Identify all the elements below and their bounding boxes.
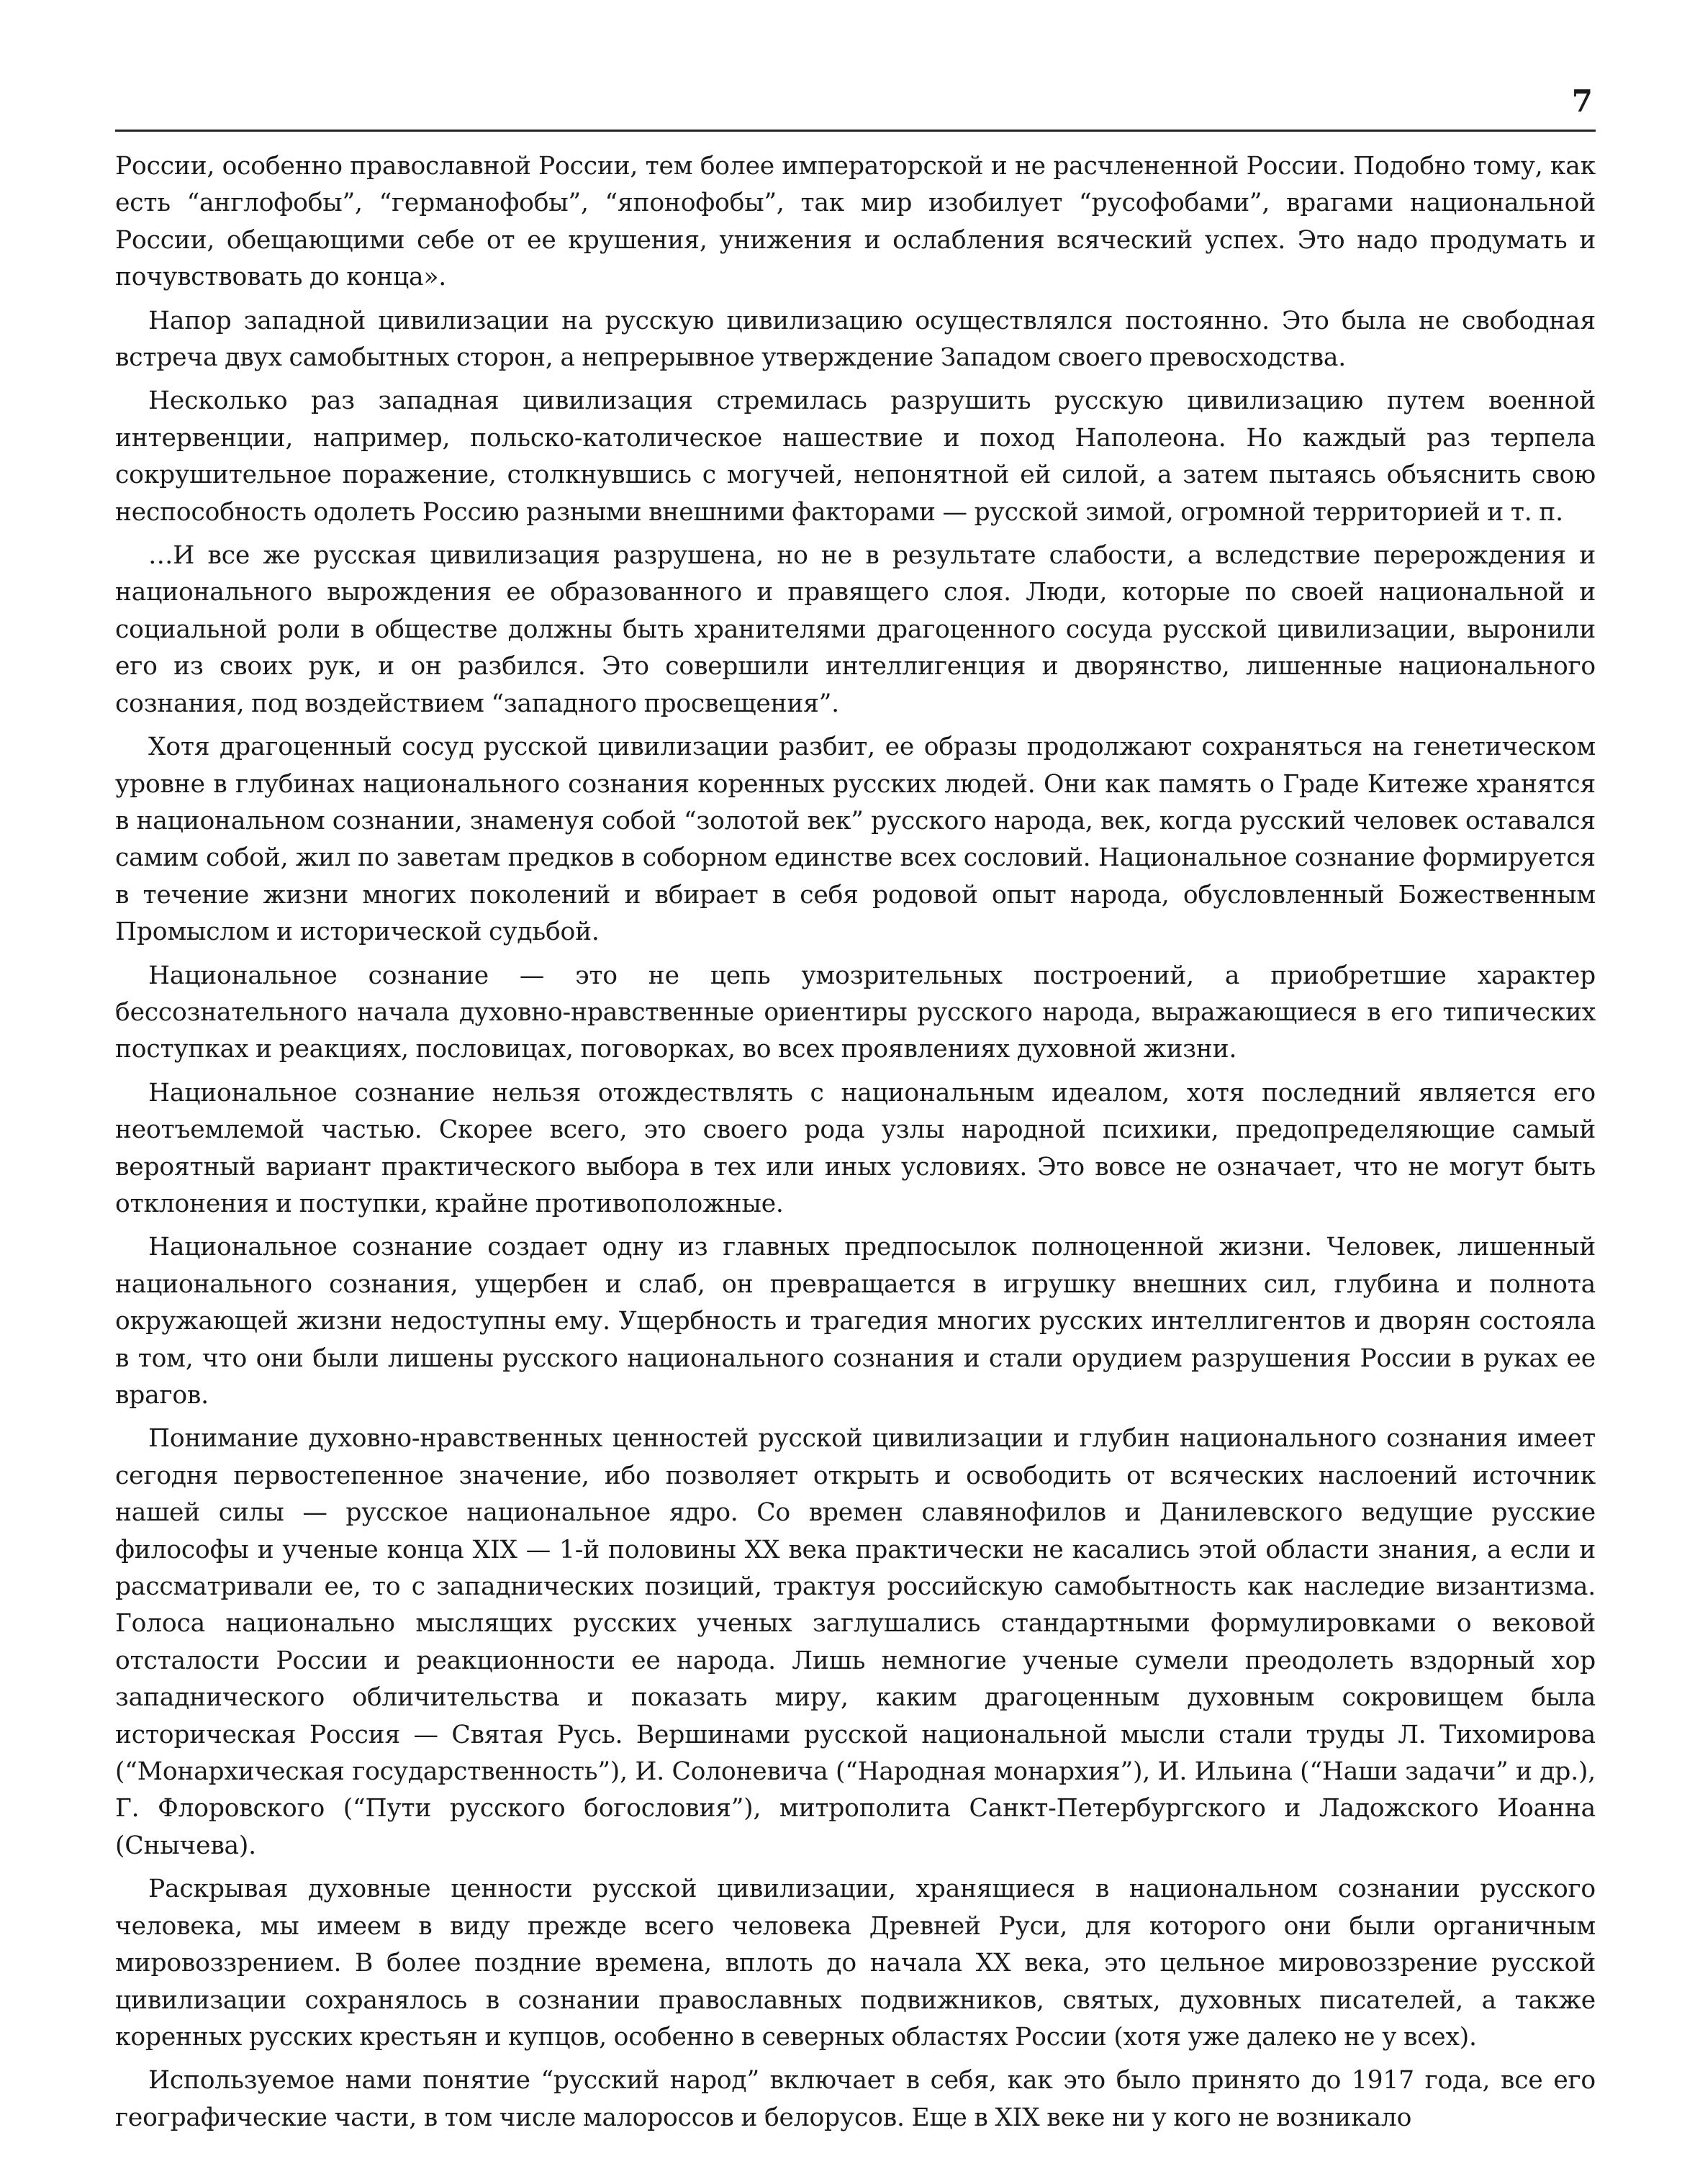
paragraph-7: Национальное сознание нельзя отождествлять с национальным идеалом, хотя последний является его неотъемлемой частью. Скорее всего, это своего рода узлы народной психики, предопределяющие самый вероятный вариант практического выбора в тех или иных условиях. Это вовсе не означает, что не могут быть отклонения и поступки, крайне противоположные. bbox=[115, 1078, 1596, 1218]
page-header bbox=[115, 79, 1596, 132]
paragraph-10: Раскрывая духовные ценности русской цивилизации, хранящиеся в национальном сознании русского человека, мы имеем в виду прежде всего человека Древней Руси, для которого они были органичным мировоззрением. В более поздние времена, вплоть до начала XX века, это цельное мировоззрение русской цивилизации сохранялось в сознании православных подвижников, святых, духовных писателей, а также коренных русских крестьян и купцов, особенно в северных областях России (хотя уже далеко не у всех). bbox=[115, 1875, 1596, 2052]
paragraph-6: Национальное сознание — это не цепь умозрительных построений, а приобретшие характер бессознательного начала духовно-нравственные ориентиры русского народа, выражающиеся в его типических поступках и реакциях, пословицах, поговорках, во всех проявлениях духовной жизни. bbox=[115, 961, 1596, 1064]
book-page bbox=[115, 0, 1596, 2184]
paragraph-5: Хотя драгоценный сосуд русской цивилизации разбит, ее образы продолжают сохраняться на генетическом уровне в глубинах национального сознания коренных русских людей. Они как память о Граде Китеже хранятся в национальном сознании, знаменуя собой “золотой век” русского народа, век, когда русский человек оставался самим собой, жил по заветам предков в соборном единстве всех сословий. Национальное сознание формируется в течение жизни многих поколений и вбирает в себя родовой опыт народа, обусловленный Божественным Промыслом и исторической судьбой. bbox=[115, 733, 1596, 947]
paragraph-2: Напор западной цивилизации на русскую цивилизацию осуществлялся постоянно. Это была не свободная встреча двух самобытных сторон, а непрерывное утверждение Западом своего превосходства. bbox=[115, 306, 1596, 373]
paragraph-8: Национальное сознание создает одну из главных предпосылок полноценной жизни. Человек, лишенный национального сознания, ущербен и слаб, он превращается в игрушку внешних сил, глубина и полнота окружающей жизни недоступны ему. Ущербность и трагедия многих русских интеллигентов и дворян состояла в том, что они были лишены русского национального сознания и стали орудием разрушения России в руках ее врагов. bbox=[115, 1233, 1596, 1410]
paragraph-3: Несколько раз западная цивилизация стремилась разрушить русскую цивилизацию путем военной интервенции, например, польско-католическое нашествие и поход Наполеона. Но каждый раз терпела сокрушительное поражение, столкнувшись с могучей, непонятной ей силой, а затем пытаясь объяснить свою неспособность одолеть Россию разными внешними факторами — русской зимой, огромной территорией и т. п. bbox=[115, 386, 1596, 527]
body-text bbox=[115, 148, 1596, 2137]
paragraph-9: Понимание духовно-нравственных ценностей русской цивилизации и глубин национального сознания имеет сегодня первостепенное значение, ибо позволяет открыть и освободить от всяческих наслоений источник нашей силы — русское национальное ядро. Со времен славянофилов и Данилевского ведущие русские философы и ученые конца XIX — 1-й половины XX века практически не касались этой области знания, а если и рассматривали ее, то с западнических позиций, трактуя российскую самобытность как наследие византизма. Голоса национально мыслящих русских ученых заглушались стандартными формулировками о вековой отсталости России и реакционности ее народа. Лишь немногие ученые сумели преодолеть вздорный хор западнического обличительства и показать миру, каким драгоценным духовным сокровищем была историческая Россия — Святая Русь. Вершинами русской национальной мысли стали труды Л. Тихомирова (“Монархическая государственность”), И. Солоневича (“Народная монархия”), И. Ильина (“Наши задачи” и др.), Г. Флоровского (“Пути русского богословия”), митрополита Санкт-Петербургского и Ладожского Иоанна (Снычева). bbox=[115, 1424, 1596, 1860]
page-number: 7 bbox=[1571, 83, 1593, 119]
paragraph-4: …И все же русская цивилизация разрушена, но не в результате слабости, а вследствие перерождения и национального вырождения ее образованного и правящего слоя. Люди, которые по своей национальной и социальной роли в обществе должны быть хранителями драгоценного сосуда русской цивилизации, выронили его из своих рук, и он разбился. Это совершили интеллигенция и дворянство, лишенные национального сознания, под воздействием “западного просвещения”. bbox=[115, 541, 1596, 718]
paragraph-1: России, особенно православной России, тем более императорской и не расчлененной России. Подобно тому, как есть “англофобы”, “германофобы”, “японофобы”, так мир изобилует “русофобами”, врагами национальной России, обещающими себе от ее крушения, унижения и ослабления всяческий успех. Это надо продумать и почувствовать до конца». bbox=[115, 152, 1596, 292]
paragraph-11: Используемое нами понятие “русский народ” включает в себя, как это было принято до 1917 года, все его географические части, в том числе малороссов и белорусов. Еще в XIX веке ни у кого не возникало bbox=[115, 2066, 1596, 2132]
